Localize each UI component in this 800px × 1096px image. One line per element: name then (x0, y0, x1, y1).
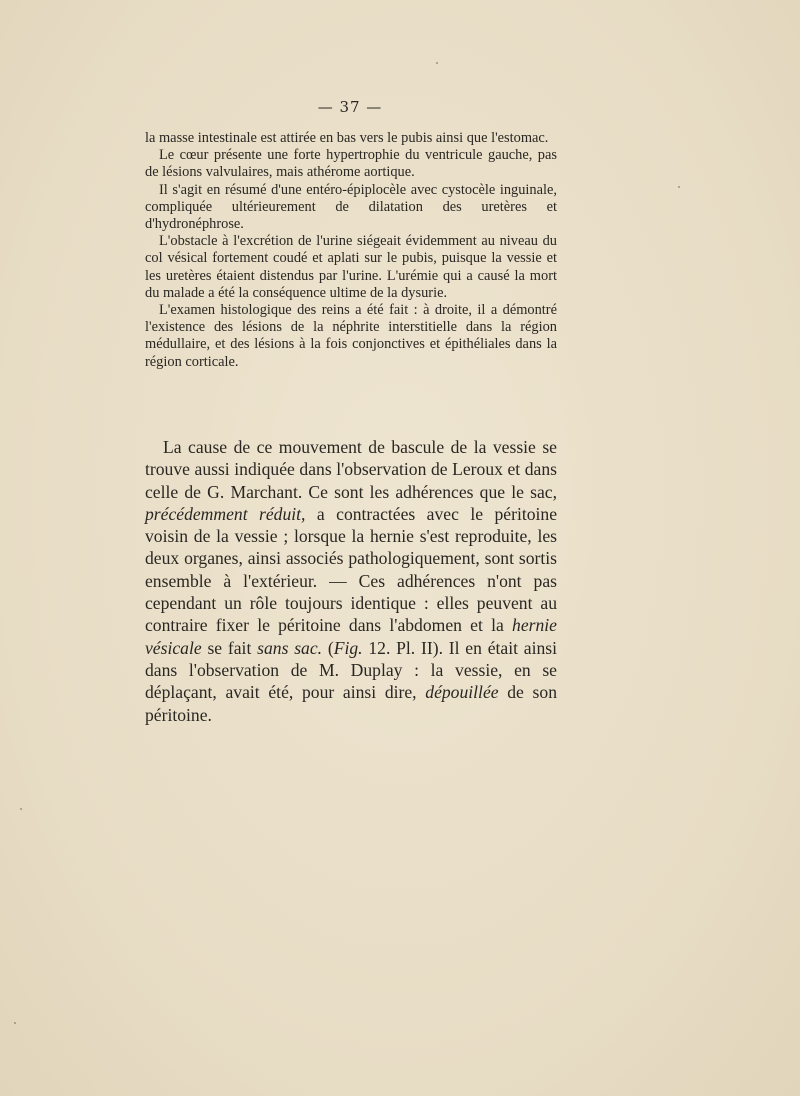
case-report-text (145, 130, 557, 371)
text-run: 12. Pl. II). Il en était ainsi dans l'observation de M. Duplay : la vessie, en se déplaçant, avait été, pour ainsi dire, (145, 637, 557, 703)
italic-run: sans sac. (257, 637, 323, 658)
italic-run: précédemment réduit, (145, 503, 306, 524)
text-run: de son péritoine. (145, 682, 557, 725)
text-run: se fait (201, 637, 258, 658)
paper-speck (436, 62, 438, 64)
text-run: La cause de ce mouvement de bascule de la vessie se trouve aussi indiquée dans l'observation de Leroux et dans celle de G. Marchant. Ce sont les adhérences que le sac, (145, 437, 557, 502)
italic-run: dépouillée (425, 682, 499, 703)
paper-speck (14, 1022, 16, 1024)
italic-run: hernie vésicale (145, 615, 557, 658)
text-run: a contractées avec le péritoine voisin de la vessie ; lorsque la hernie s'est reproduite, les deux organes, ainsi associés pathologiquement, sont sortis ensemble à l'extérieur. — Ces adhérences n'ont pas cependant un rôle toujours identique : elles peuvent au contraire fixer le péritoine dans l'abdomen et la (145, 503, 558, 636)
paragraph: Le cœur présente une forte hypertrophie du ventricule gauche, pas de lésions valvulaires, mais athérome aortique. (145, 147, 557, 181)
paragraph: la masse intestinale est attirée en bas vers le pubis ainsi que l'estomac. (145, 130, 549, 146)
text-run: ( (322, 637, 334, 658)
page-number: — 37 — (317, 98, 383, 116)
paper-speck (20, 808, 22, 810)
paragraph: Il s'agit en résumé d'une entéro-épiplocèle avec cystocèle inguinale, compliquée ultérieurement de dilatation des uretères et d'hydronéphrose. (145, 181, 557, 233)
main-text (145, 436, 557, 726)
main-paragraph (145, 436, 557, 726)
paragraph: L'examen histologique des reins a été fait : à droite, il a démontré l'existence des lésions de la néphrite interstitielle dans la région médullaire, et des lésions à la fois conjonctives et épithéliales dans la région corticale. (145, 302, 557, 370)
italic-run: Fig. (333, 637, 363, 658)
paragraph: L'obstacle à l'excrétion de l'urine siégeait évidemment au niveau du col vésical fortement coudé et aplati sur le pubis, puisque la vessie et les uretères étaient distendus par l'urine. L'urémie qui a causé la mort du malade a été la conséquence ultime de la dysurie. (145, 233, 557, 301)
paper-speck (678, 186, 680, 188)
